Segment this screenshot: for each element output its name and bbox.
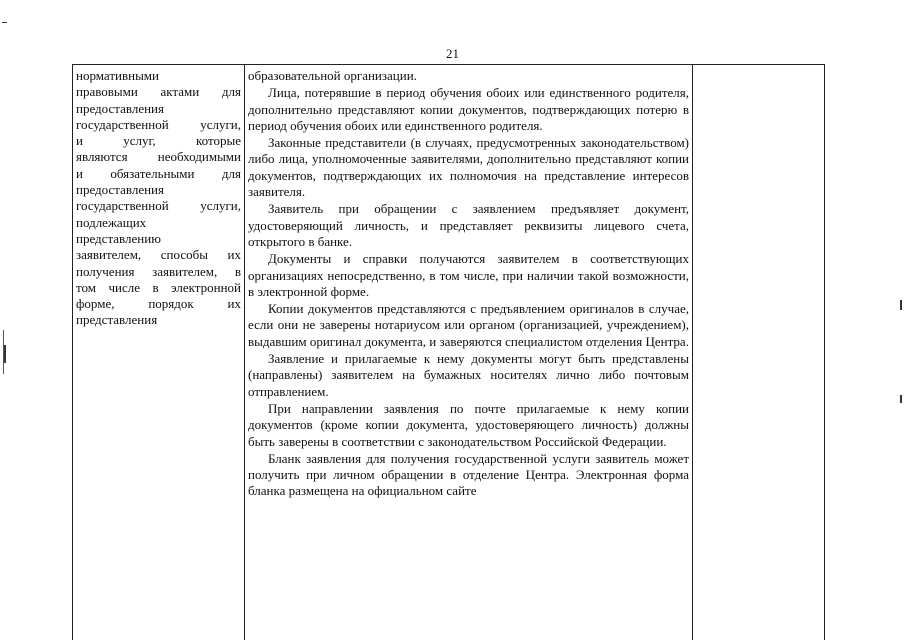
- requirements-label-line: нормативными: [76, 68, 159, 83]
- document-table: [72, 64, 825, 640]
- requirements-label-line: государственной услуги,: [76, 116, 241, 132]
- content-paragraph: образовательной организации.: [248, 68, 417, 83]
- requirements-label-line: том числе в электронной: [76, 279, 241, 295]
- content-paragraph: Заявитель при обращении с заявлением предъявляет документ, удостоверяющий личность, и представляет реквизиты лицевого счета, открытого в банке.: [248, 201, 689, 249]
- content-paragraph: Лица, потерявшие в период обучения обоих или единственного родителя, дополнительно представляют копии документов, подтверждающих потерю в период обучения обоих или единственного родителя.: [248, 85, 689, 133]
- content-paragraph: Заявление и прилагаемые к нему документы могут быть представлены (направлены) заявителем на бумажных носителях лично либо почтовым отправлением.: [248, 351, 689, 399]
- requirements-label-line: представления: [76, 312, 158, 328]
- requirements-label-line: предоставления: [76, 182, 164, 198]
- page-number: 21: [446, 46, 459, 61]
- requirements-label-line: и обязательными для: [76, 165, 241, 181]
- scan-artifact-mark: [900, 395, 902, 403]
- requirements-label-line: получения заявителем, в: [76, 263, 241, 279]
- requirements-label-line: подлежащих: [76, 214, 147, 230]
- requirements-label-line: заявителем, способы их: [76, 247, 241, 263]
- content-paragraph: Документы и справки получаются заявителем в соответствующих организациях непосредственно, в том числе, при наличии такой возможности, в электронной форме.: [248, 251, 689, 299]
- table-row: [73, 65, 825, 640]
- requirements-content-cell: [245, 65, 693, 640]
- requirements-label-line: и услуг, которые: [76, 133, 241, 149]
- requirements-label-line: государственной услуги,: [76, 198, 241, 214]
- requirements-label-line: являются необходимыми: [76, 149, 241, 165]
- scan-artifact-mark: [900, 300, 902, 310]
- scan-artifact-mark: [4, 345, 6, 363]
- notes-cell: [693, 65, 825, 640]
- content-paragraph: При направлении заявления по почте прилагаемые к нему копии документов (кроме копии документа, удостоверяющего личность) должны быть заверены в соответствии с законодательством Российской Федерации.: [248, 400, 689, 449]
- requirements-label-line: представлению: [76, 230, 161, 246]
- requirements-label-text: [76, 68, 241, 329]
- requirements-label-line: правовыми актами для: [76, 84, 241, 100]
- content-paragraph: Бланк заявления для получения государственной услуги заявитель может получить при личном обращении в отделение Центра. Электронная форма бланка размещена на официальном сайте: [248, 450, 689, 499]
- scan-artifact-mark: [2, 22, 7, 23]
- requirements-content-text: [248, 68, 689, 500]
- requirements-label-line: форме, порядок их: [76, 296, 241, 312]
- requirements-label-line: предоставления: [76, 100, 164, 116]
- requirements-label-cell: [73, 65, 245, 640]
- content-paragraph: Законные представители (в случаях, предусмотренных законодательством) либо лица, уполномоченные заявителями, дополнительно представляют копии документов, подтверждающих их полномочия на представление интересов заявителя.: [248, 135, 689, 200]
- content-paragraph: Копии документов представляются с предъявлением оригиналов в случае, если они не заверены нотариусом или органом (организацией, учреждением), выдавшим оригинал документа, и заверяются специалистом отделения Центра.: [248, 301, 689, 349]
